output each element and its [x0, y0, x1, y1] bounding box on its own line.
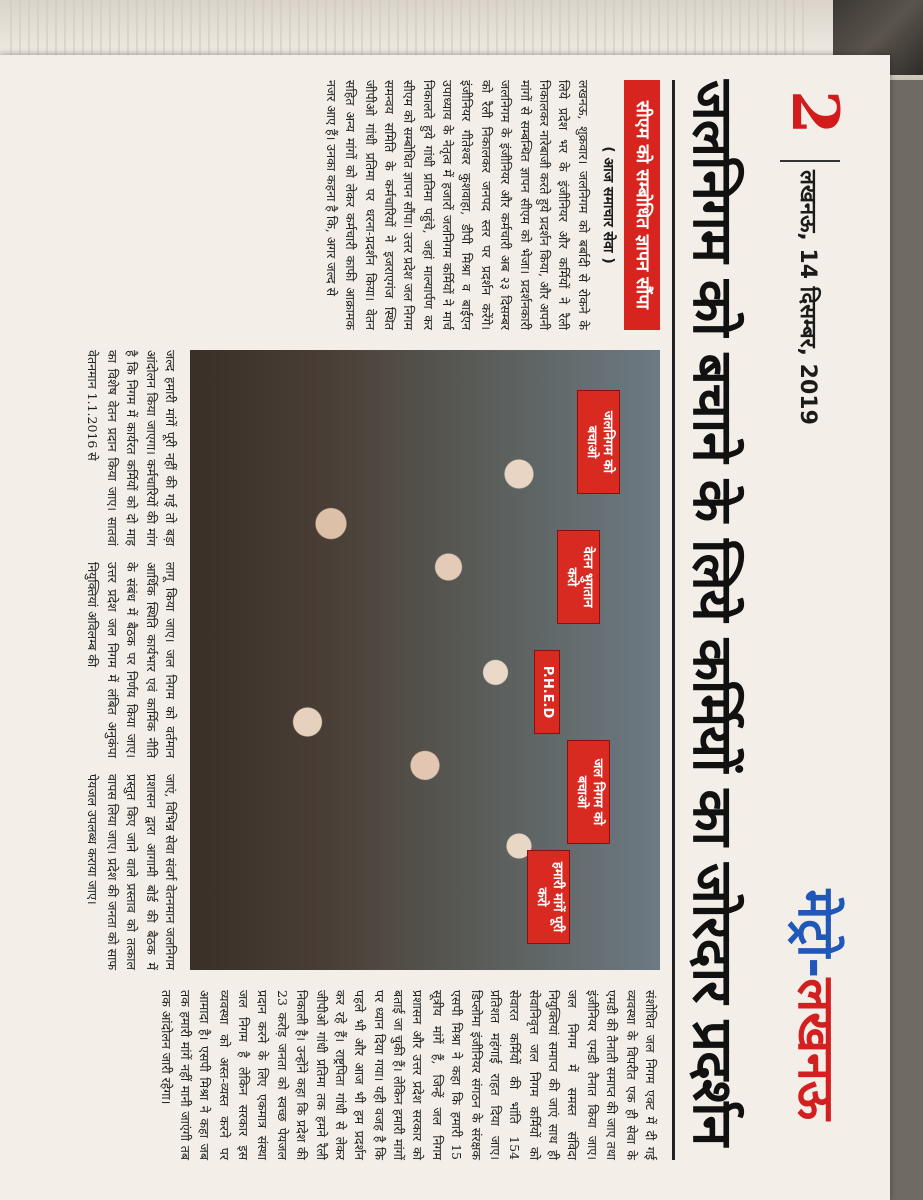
section-name-metro: मेट्रो-: [787, 889, 845, 979]
story-column: जल्द हमारी मांगें पूरी नहीं की गई तो बड़ा आंदोलन किया जाएगा। कर्मचारियों की मांग है कि निगम में कार्यरत कर्मियों को दो माह का विशेष वेतन प्रदान किया जाए। सातवां वेतनमान 1.1.2016 से: [85, 350, 178, 546]
placard: हमारी मांगें पूरी करो: [528, 850, 571, 944]
placard: वेतन भुगतान करो: [558, 530, 601, 624]
date-line: लखनऊ, 14 दिसम्बर, 2019: [795, 170, 820, 425]
underlying-print-texture: [10, 0, 810, 60]
masthead: [760, 60, 870, 1180]
protest-photo: [190, 350, 660, 970]
right-column: [156, 990, 660, 1160]
section-name-city: लखनऊ: [787, 978, 845, 1120]
headline: जलनिगम को बचाने के लिये कर्मियों का जोरदार प्रदर्शन: [681, 80, 745, 1146]
placard: P.H.E.D: [534, 650, 560, 734]
subhead-box: सीएम को सम्बोधित ज्ञापन सौंपा: [624, 80, 660, 330]
left-column: [321, 80, 660, 330]
byline: ( आज समाचार सेवा ): [599, 146, 616, 264]
story-column: जाएं, विभिन्न सेवा संवर्ग वेतनमान जलनिगम प्रशासन द्वारा आगामी बोर्ड की बैठक में प्रस्तुत किए जाने वाले प्रस्ताव को तत्काल वापस लिया जाए। प्रदेश की जनता को साफ पेयजल उपलब्ध कराया जाए।: [85, 774, 178, 970]
headline-rule: [672, 80, 675, 1160]
photo-caption-columns: [83, 350, 180, 970]
story-column: लागू किया जाए। जल निगम को वर्तमान आर्थिक स्थिति कार्यभार एवं कार्मिक नीति के संबंध में बैठक पर निर्णय किया जाए। उत्तर प्रदेश जल निगम में लंबित अनुकंपा नियुक्तियां अविलम्ब की: [85, 562, 178, 758]
masthead-divider: [780, 160, 840, 162]
newspaper-page: [20, 60, 870, 1180]
section-name: [784, 889, 852, 1120]
placard: जलनिगम को बचाओ: [578, 390, 621, 494]
placard: जल निगम को बचाओ: [568, 740, 611, 844]
page-number: 2: [777, 90, 852, 135]
left-column-text: लखनऊ, शुक्रवार। जलनिगम को बर्बादी से रोकने के लिये प्रदेश भर के इंजीनियर और कर्मियों ने रैली निकालकर नारेबाजी करते हुये प्रदर्शन किया, और अपनी मांगों से सम्बन्धित ज्ञापन सीएम को भेजा। प्रदर्शनकारी जलनिगम के इंजीनियर और कर्मचारी अब २३ दिसम्बर को रैली निकालकर जनपद स्तर पर प्रदर्शन करेंगे। इंजीनियर गीतेश्वर कुशवाहा, डीपी मिश्रा व बाईएन उपाध्याय के नेतृत्व में हजारों जलनिगम कर्मियों ने मार्च निकालते हुये गांधी प्रतिमा पहुंचे, जहां माल्यार्पण कर सीएम को सम्बोधित ज्ञापन सौंपा। उत्तर प्रदेश जल निगम समन्वय समिति के कर्मचारियों ने इजराएगंज स्थित जीपीओ गांधी प्रतिमा पर धरना-प्रदर्शन किया। वेतन सहित अन्य मांगों को लेकर कर्मचारी काफी आक्रामक नजर आए हैं। उनका कहना है कि, अगर जल्द से: [323, 80, 591, 330]
right-column-text: संशोधित जल निगम एक्ट में दी गई व्यवस्था के विपरीत एक ही सेवा के एमडी की तैनाती समाप्त की जाए तथा इंजीनियर एमडी तैनात किया जाए। जल निगम में समस्त संविदा नियुक्तियां समाप्त की जाएं साथ ही सेवानिवृत्त जल निगम कर्मियों को सेवारत कर्मियों की भांति 154 प्रतिशत महंगाई राहत दिया जाए। डिप्लोमा इंजीनियर संगठन के संरक्षक एसपी मिश्रा ने कहा कि हमारी 15 सूत्रीय मांगें हैं, जिन्हें जल निगम प्रशासन और उत्तर प्रदेश सरकार को बताई जा चुकी हैं। लेकिन हमारी मांगों पर ध्यान दिया गया। यही वजह है कि पहले भी और आज भी हम प्रदर्शन कर रहे हैं। राष्ट्रपिता गांधी से लेकर जीपीओ गांधी प्रतिमा तक हमने रैली निकाली है। उन्होंने कहा कि प्रदेश की 23 करोड़ जनता को स्वच्छ पेयजल प्रदान करने के लिए एकमात्र संस्था जल निगम है लेकिन सरकार इस व्यवस्था को अस्त-व्यस्त करने पर आमादा है। एसपी मिश्रा ने कहा जब तक हमारी मांगें नहीं मानी जाएंगी तब तक आंदोलन जारी रहेगा।: [158, 990, 658, 1160]
